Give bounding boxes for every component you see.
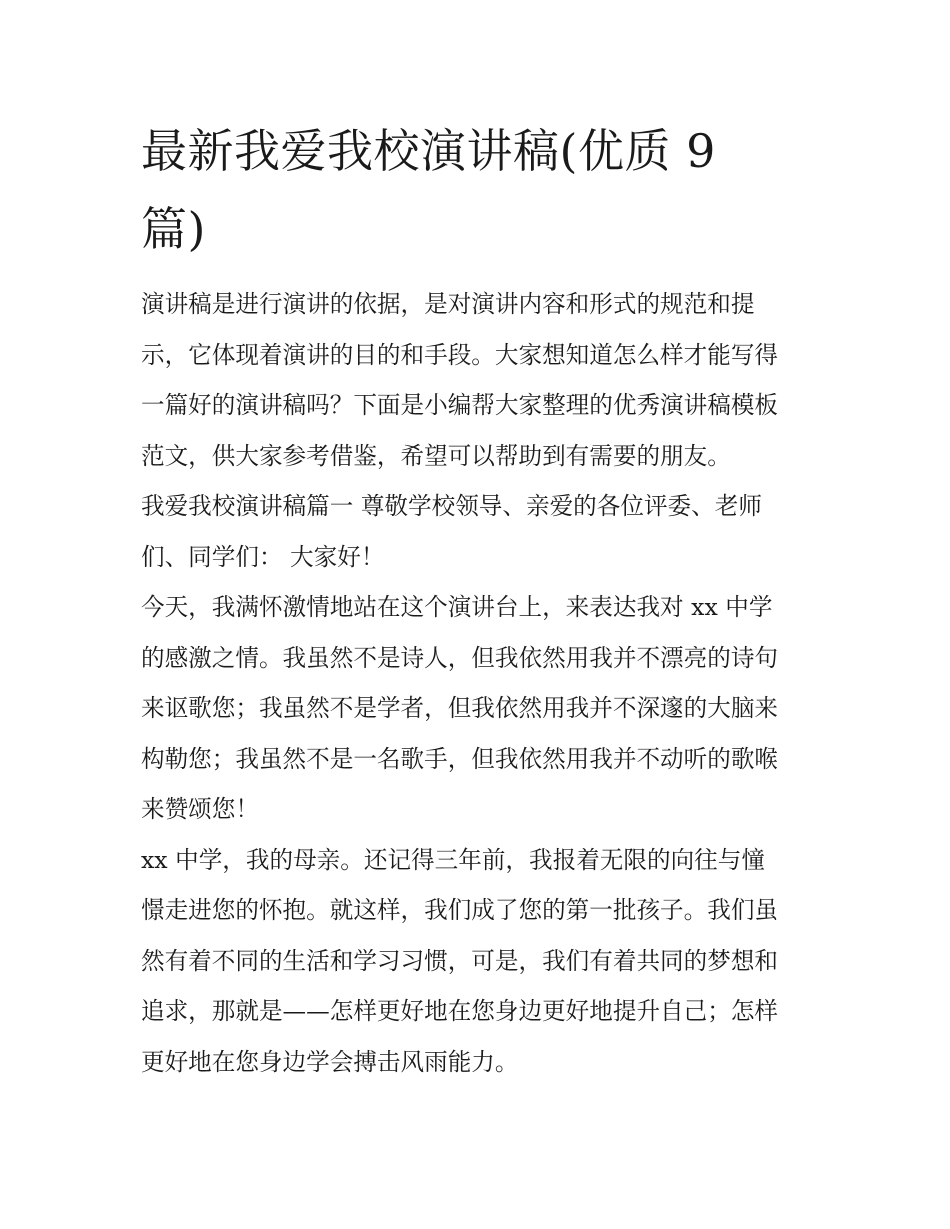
title-line-2: 篇) — [141, 202, 206, 256]
paragraph-line: 一篇好的演讲稿吗？下面是小编帮大家整理的优秀演讲稿模板 — [141, 391, 779, 419]
paragraph-line: 范文，供大家参考借鉴，希望可以帮助到有需要的朋友。 — [141, 441, 731, 470]
paragraph-line: 来讴歌您；我虽然不是学者，但我依然用我并不深邃的大脑来 — [141, 694, 779, 722]
paragraph-line: 憬走进您的怀抱。就这样，我们成了您的第一批孩子。我们虽 — [141, 896, 779, 924]
paragraph-line: 来赞颂您！ — [141, 795, 259, 823]
paragraph-line: 构勒您；我虽然不是一名歌手，但我依然用我并不动听的歌喉 — [141, 744, 779, 773]
paragraph-today — [141, 582, 821, 835]
paragraph-school — [141, 835, 821, 1088]
paragraph-line: 我爱我校演讲稿篇一 尊敬学校领导、亲爱的各位评委、老师 — [141, 492, 762, 520]
title-line-1: 最新我爱我校演讲稿(优质 9 — [141, 124, 716, 178]
paragraph-intro — [141, 279, 821, 481]
paragraph-line: xx 中学，我的母亲。还记得三年前，我报着无限的向往与憧 — [141, 845, 765, 874]
paragraph-line: 示，它体现着演讲的目的和手段。大家想知道怎么样才能写得 — [141, 340, 779, 369]
document-title — [141, 112, 821, 268]
paragraph-line: 的感激之情。我虽然不是诗人，但我依然用我并不漂亮的诗句 — [141, 643, 779, 672]
document-body — [141, 279, 821, 1087]
paragraph-line: 们、同学们： 大家好！ — [141, 542, 385, 571]
paragraph-greeting — [141, 481, 821, 582]
paragraph-line: 演讲稿是进行演讲的依据，是对演讲内容和形式的规范和提 — [141, 290, 755, 318]
paragraph-line: 更好地在您身边学会搏击风雨能力。 — [141, 1047, 519, 1076]
paragraph-line: 然有着不同的生活和学习习惯，可是，我们有着共同的梦想和 — [141, 946, 779, 975]
paragraph-line: 追求，那就是——怎样更好地在您身边更好地提升自己；怎样 — [141, 997, 779, 1025]
paragraph-line: 今天，我满怀激情地站在这个演讲台上，来表达我对 xx 中学 — [141, 593, 773, 621]
